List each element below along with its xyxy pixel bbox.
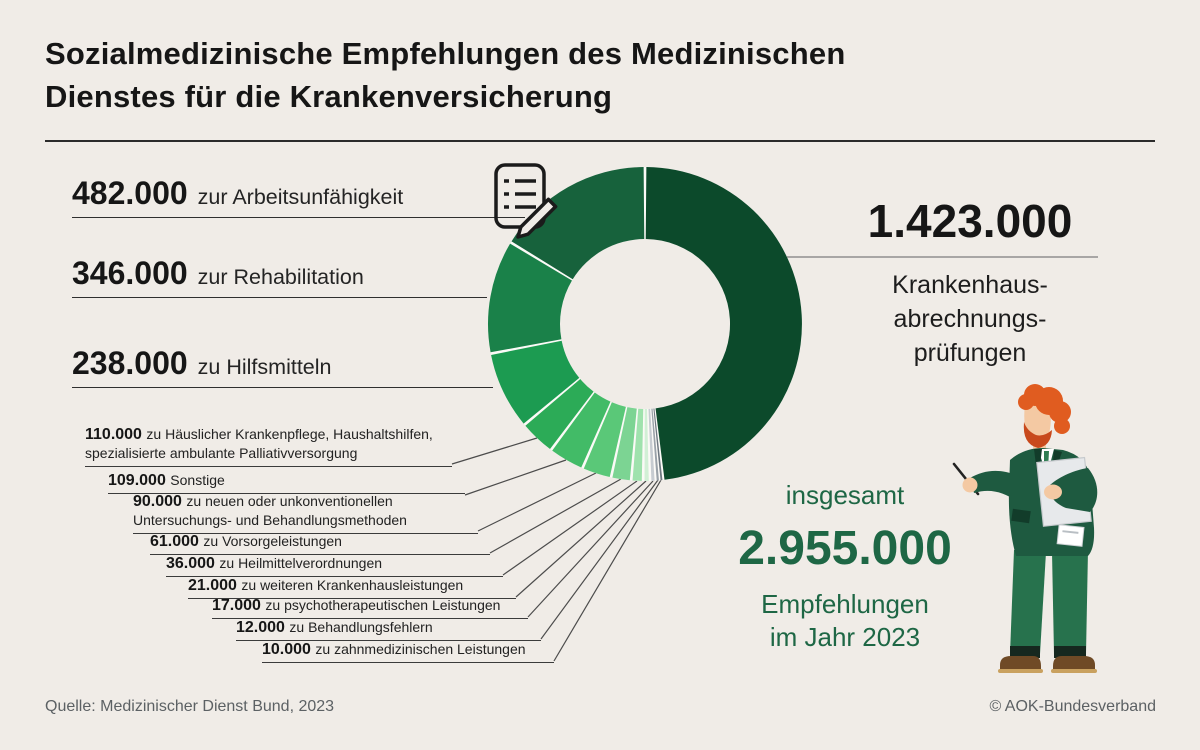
highlight-value: 1.423.000 bbox=[867, 195, 1073, 247]
callout-label: zur Rehabilitation bbox=[197, 265, 364, 289]
donut-chart bbox=[480, 159, 810, 489]
callout-label: zu Behandlungsfehlern bbox=[289, 619, 433, 635]
page-title bbox=[45, 32, 845, 118]
total-prefix: insgesamt bbox=[785, 480, 905, 510]
callout-label: zu psychotherapeutischen Leistungen bbox=[265, 597, 501, 613]
callout-label: zu weiteren Krankenhausleistungen bbox=[241, 577, 464, 593]
badge-icon bbox=[1057, 525, 1084, 547]
callout-hilfsmittel bbox=[72, 345, 493, 388]
callout-label: zu Vorsorgeleistungen bbox=[203, 533, 342, 549]
callout-value: 346.000 bbox=[72, 255, 188, 291]
callout-value: 61.000 bbox=[150, 533, 199, 550]
callout-zahnmedizinische-leistungen bbox=[262, 640, 554, 663]
callout-heilmittelverordnungen bbox=[166, 554, 503, 577]
callout-value: 21.000 bbox=[188, 577, 237, 594]
callout-psychotherapeutische-leistungen bbox=[212, 596, 528, 619]
title-line-2: Dienstes für die Krankenversicherung bbox=[45, 79, 613, 114]
callout-value: 482.000 bbox=[72, 175, 188, 211]
donut-segment bbox=[646, 167, 802, 480]
copyright-note: © AOK-Bundesverband bbox=[989, 698, 1156, 715]
callout-value: 36.000 bbox=[166, 555, 215, 572]
callout-rehabilitation bbox=[72, 255, 487, 298]
callout-value: 12.000 bbox=[236, 619, 285, 636]
callout-value: 109.000 bbox=[108, 472, 166, 489]
callout-label: zu Häuslicher Krankenpflege, Haushaltshilfen, spezialisierte ambulante Palliativversorgung bbox=[85, 426, 433, 461]
callout-sonstige bbox=[108, 471, 465, 494]
callout-value: 110.000 bbox=[85, 426, 142, 443]
callout-label: zu Heilmittelverordnungen bbox=[219, 555, 383, 571]
callout-label: zur Arbeitsunfähigkeit bbox=[197, 185, 404, 209]
callout-krankenhausabrechnungspruefungen bbox=[790, 196, 1150, 370]
total-value: 2.955.000 bbox=[738, 522, 952, 575]
callout-haeusliche-krankenpflege bbox=[85, 425, 452, 467]
callout-label: zu neuen oder unkonventionellen Untersuchungs- und Behandlungsmethoden bbox=[133, 493, 407, 528]
title-divider bbox=[45, 140, 1155, 142]
callout-value: 90.000 bbox=[133, 493, 182, 510]
total-block bbox=[700, 480, 990, 654]
callout-behandlungsfehler bbox=[236, 618, 541, 641]
callout-value: 17.000 bbox=[212, 597, 261, 614]
callout-unkonventionelle-methoden bbox=[133, 492, 478, 534]
callout-value: 238.000 bbox=[72, 345, 188, 381]
callout-vorsorgeleistungen bbox=[150, 532, 490, 555]
callout-arbeitsunfaehigkeit bbox=[72, 175, 525, 218]
document-pencil-icon bbox=[480, 159, 570, 249]
callout-label: Sonstige bbox=[170, 472, 225, 488]
highlight-label: Krankenhaus- abrechnungs- prüfungen bbox=[892, 271, 1048, 367]
source-note: Quelle: Medizinischer Dienst Bund, 2023 bbox=[45, 698, 335, 715]
total-label-line1: Empfehlungen bbox=[761, 589, 929, 619]
total-label-line2: im Jahr 2023 bbox=[769, 622, 921, 652]
callout-value: 10.000 bbox=[262, 641, 311, 658]
callout-label: zu zahnmedizinischen Leistungen bbox=[315, 641, 526, 657]
title-line-1: Sozialmedizinische Empfehlungen des Medizinischen bbox=[45, 36, 846, 71]
consultant-illustration bbox=[948, 380, 1136, 675]
callout-label: zu Hilfsmitteln bbox=[197, 355, 332, 379]
